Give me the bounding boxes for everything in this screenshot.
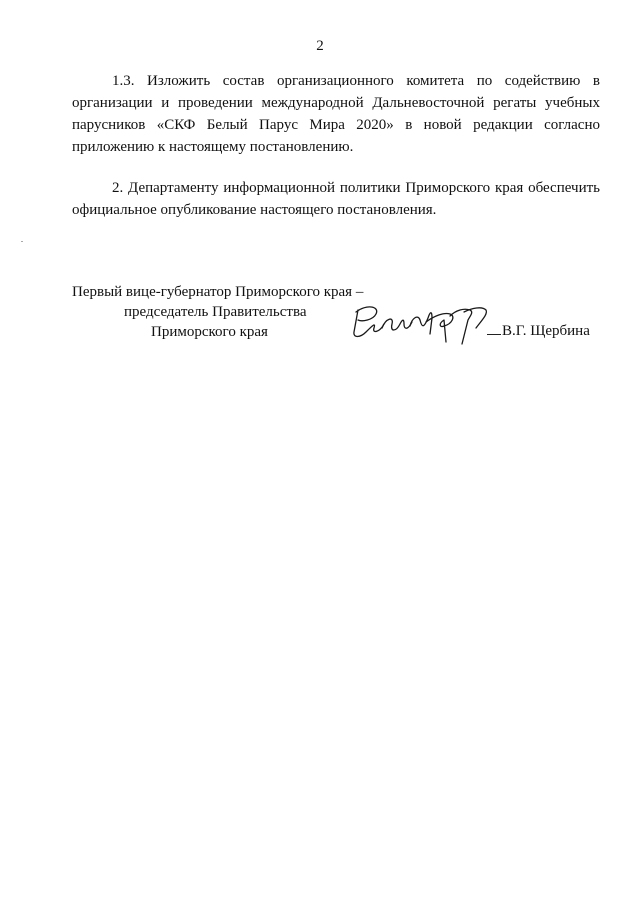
position-line: председатель Правительства [124, 304, 307, 320]
signatory-name-line [487, 323, 590, 340]
margin-mark [21, 241, 23, 242]
position-line: Приморского края [151, 324, 268, 340]
signature-underline [487, 334, 501, 335]
signatory-name: В.Г. Щербина [502, 323, 590, 339]
signatory-position [72, 282, 363, 342]
position-line: Первый вице-губернатор Приморского края – [72, 284, 364, 300]
paragraph-1-3: 1.3. Изложить состав организационного комитета по содействию в организации и проведении международной Дальневосточной регаты учебных парусников «СКФ Белый Парус Мира 2020» в новой редакции согласно приложению к настоящему постановлению. [72, 73, 600, 155]
paragraph-2: 2. Департаменту информационной политики Приморского края обеспечить официальное опубликование настоящего постановления. [72, 180, 600, 218]
handwritten-signature [346, 298, 496, 350]
page-number: 2 [316, 38, 324, 54]
